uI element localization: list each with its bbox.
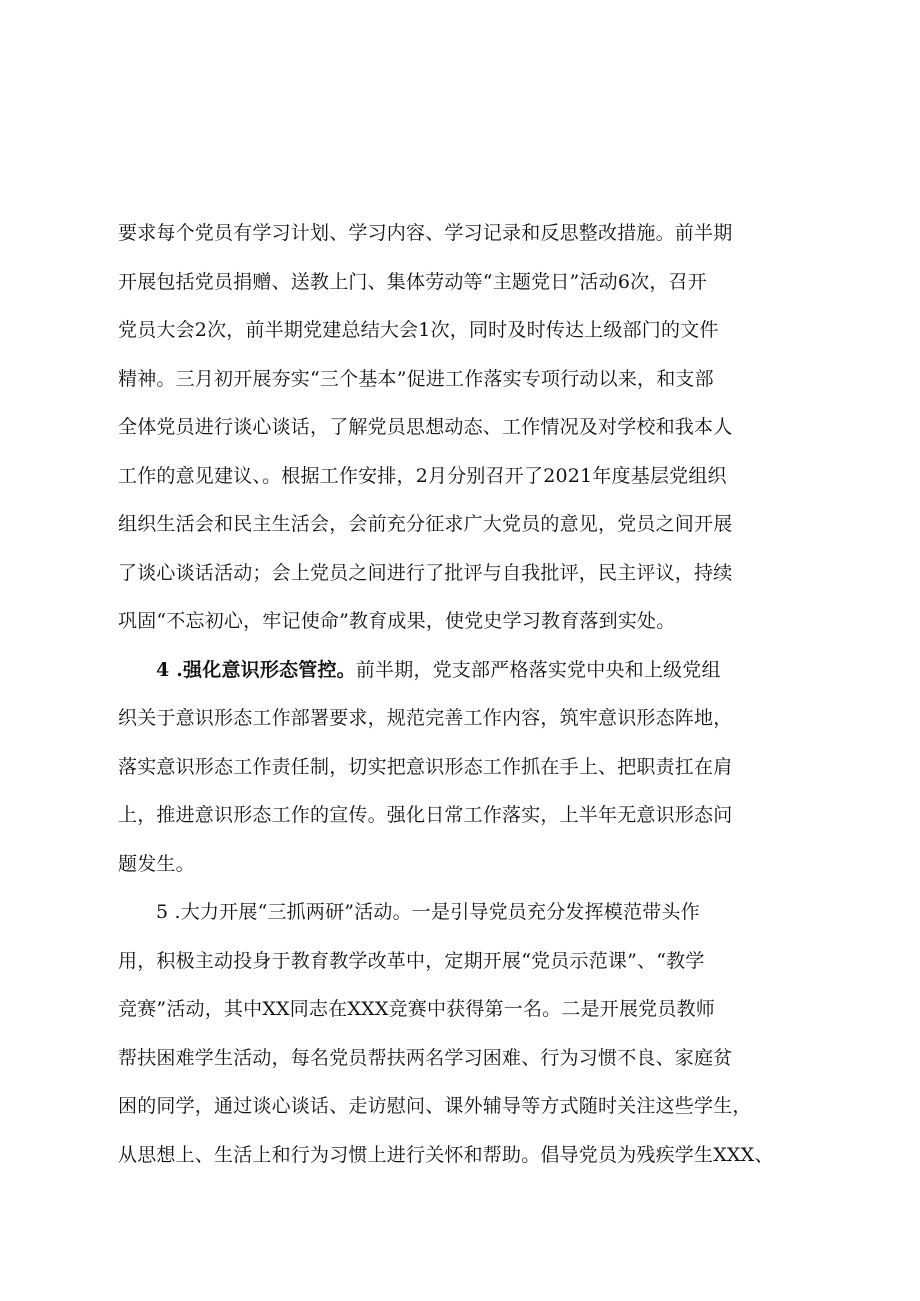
text-line: 织关于意识形态工作部署要求，规范完善工作内容，筑牢意识形态阵地， [118,707,733,729]
document-body [118,209,822,1179]
text-line [118,646,822,695]
section-heading: 4 .强化意识形态管控。 [156,658,356,681]
paragraph-ideology-control [118,646,822,889]
text-line: 用，积极主动投身于教育教学改革中，定期开展“党员示范课”、“教学 [118,949,705,972]
text-line: 开展包括党员捐赠、送教上门、集体劳动等“主题党日”活动6次，召开 [118,270,707,293]
text-line: 工作的意见建议、。根据工作安排，2月分别召开了2021年度基层党组织 [118,464,727,487]
text-line: 落实意识形态工作责任制，切实把意识形态工作抓在手上、把职责扛在肩 [118,755,733,778]
paragraph-three-grasp-two-research [118,888,822,1179]
text-line: 精神。三月初开展夯实“三个基本”促进工作落实专项行动以来，和支部 [118,367,714,390]
text-line: 组织生活会和民主生活会，会前充分征求广大党员的意见，党员之间开展 [118,513,733,535]
text-line: 巩固“不忘初心，牢记使命”教育成果，使党史学习教育落到实处。 [118,610,676,632]
text-line: 5 .大力开展“三抓两研”活动。一是引导党员充分发挥模范带头作 [156,901,700,923]
text-line: 上，推进意识形态工作的宣传。强化日常工作落实，上半年无意识形态问 [118,804,733,826]
text-line: 了谈心谈话活动；会上党员之间进行了批评与自我批评，民主评议，持续 [118,561,733,584]
text-line: 党员大会2次，前半期党建总结大会1次，同时及时传达上级部门的文件 [118,319,719,341]
paragraph-party-study [118,209,822,646]
text-line: 要求每个党员有学习计划、学习内容、学习记录和反思整改措施。前半期 [118,222,733,244]
text-run: 前半期，党支部严格落实党中央和上级党组 [355,658,721,681]
text-line: 竞赛”活动，其中XX同志在XXX竞赛中获得第一名。二是开展党员教师 [118,998,715,1020]
text-line: 帮扶困难学生活动，每名党员帮扶两名学习困难、行为习惯不良、家庭贫 [118,1046,733,1069]
text-line: 困的同学，通过谈心谈话、走访慰问、课外辅导等方式随时关注这些学生， [118,1095,752,1117]
text-line: 题发生。 [118,852,195,875]
text-line: 全体党员进行谈心谈话，了解党员思想动态、工作情况及对学校和我本人 [118,416,733,438]
text-line: 从思想上、生活上和行为习惯上进行关怀和帮助。倡导党员为残疾学生XXX、 [118,1143,774,1166]
